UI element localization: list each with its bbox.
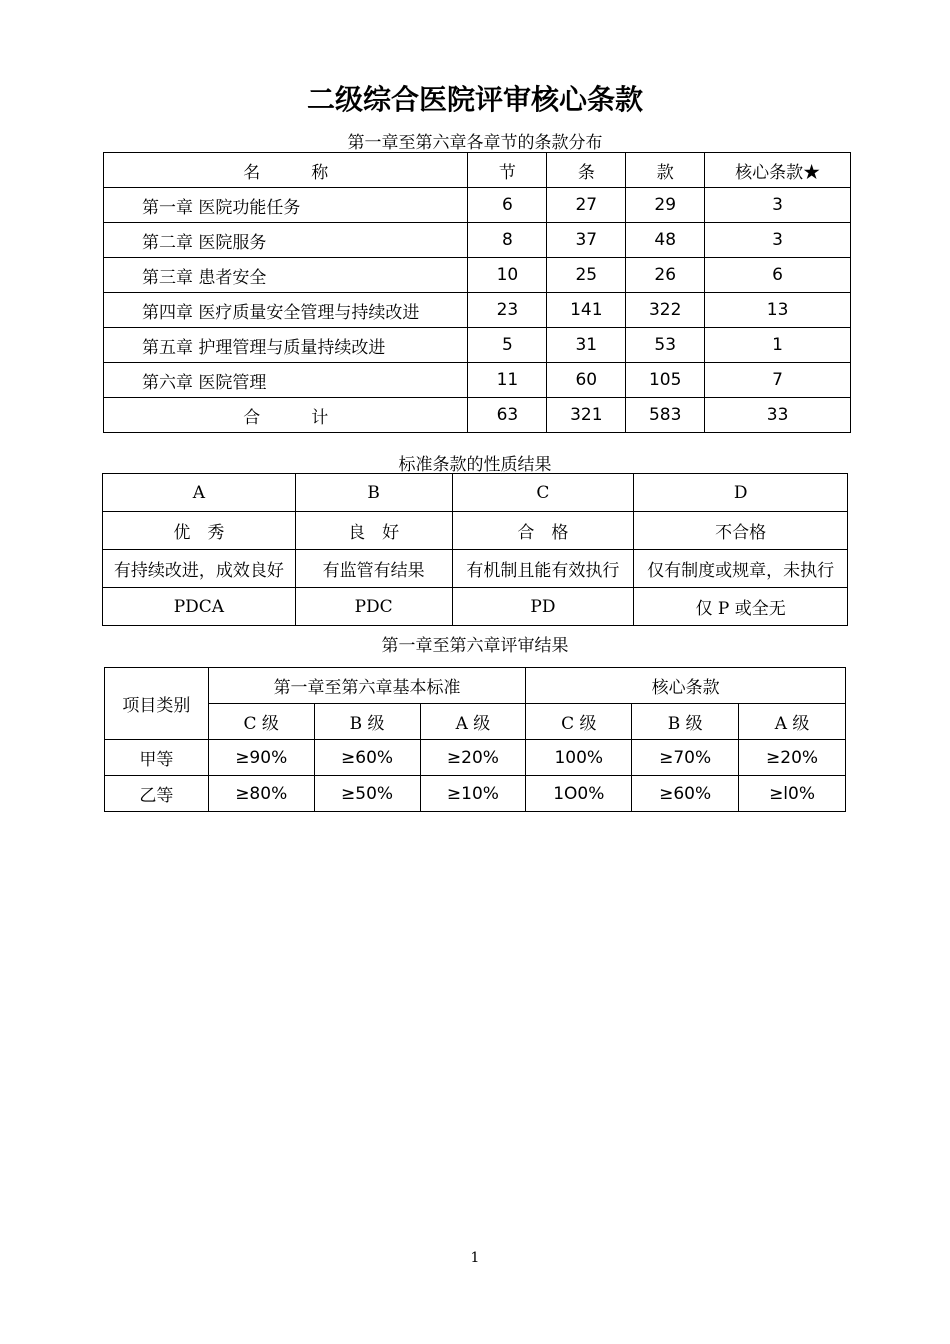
table-row [105, 776, 846, 812]
grade-header: C 级 [526, 704, 632, 740]
table-cell: 37 [547, 223, 626, 258]
table-cell: PD [452, 588, 634, 626]
table-row [105, 740, 846, 776]
total-label: 合 计 [104, 398, 468, 433]
table-row [104, 328, 851, 363]
grade-header: B 级 [632, 704, 739, 740]
table-cell: 合 格 [452, 512, 634, 550]
basic-standard-header: 第一章至第六章基本标准 [208, 668, 526, 704]
grade-header: A 级 [420, 704, 526, 740]
level-label: 乙等 [105, 776, 209, 812]
table-cell: ≥l0% [739, 776, 846, 812]
review-result-table [104, 667, 846, 812]
table-row [104, 188, 851, 223]
table-cell: 8 [468, 223, 547, 258]
table-row [103, 512, 848, 550]
table-row [103, 474, 848, 512]
table-cell: 60 [547, 363, 626, 398]
column-header: 款 [626, 153, 705, 188]
page-number: 1 [470, 1250, 480, 1266]
table-cell: 11 [468, 363, 547, 398]
table-cell: ≥10% [420, 776, 526, 812]
table-cell: PDC [295, 588, 452, 626]
table-cell: 31 [547, 328, 626, 363]
table-cell: ≥60% [632, 776, 739, 812]
table-cell: 良 好 [295, 512, 452, 550]
level-label: 甲等 [105, 740, 209, 776]
table-cell: 1O0% [526, 776, 632, 812]
table-cell: 优 秀 [103, 512, 296, 550]
chapter-name: 第二章 医院服务 [104, 223, 468, 258]
column-header: 核心条款★ [705, 153, 851, 188]
table-cell: 29 [626, 188, 705, 223]
chapter-name: 第六章 医院管理 [104, 363, 468, 398]
grade-header: B 级 [314, 704, 420, 740]
chapter-name: 第一章 医院功能任务 [104, 188, 468, 223]
table-cell: 仅有制度或规章，未执行 [634, 550, 848, 588]
table-cell: ≥50% [314, 776, 420, 812]
table-cell: B [295, 474, 452, 512]
table-cell: D [634, 474, 848, 512]
table-row [104, 223, 851, 258]
table-cell: ≥70% [632, 740, 739, 776]
table3-caption: 第一章至第六章评审结果 [381, 636, 569, 656]
table-cell: 1 [705, 328, 851, 363]
table-cell: 不合格 [634, 512, 848, 550]
table-cell: 23 [468, 293, 547, 328]
table-row [105, 704, 846, 740]
table-row [103, 588, 848, 626]
chapter-name: 第四章 医疗质量安全管理与持续改进 [104, 293, 468, 328]
table-cell: 105 [626, 363, 705, 398]
chapter-distribution-table [103, 152, 851, 433]
table-row [104, 153, 851, 188]
table-cell: 6 [705, 258, 851, 293]
table-cell: 27 [547, 188, 626, 223]
table-cell: PDCA [103, 588, 296, 626]
table-cell: 仅 P 或全无 [634, 588, 848, 626]
table-cell: 48 [626, 223, 705, 258]
column-header: 名 称 [104, 153, 468, 188]
table2-caption: 标准条款的性质结果 [398, 455, 552, 475]
grade-header: C 级 [208, 704, 314, 740]
table-cell: ≥20% [739, 740, 846, 776]
table-cell: 100% [526, 740, 632, 776]
table-row [104, 293, 851, 328]
chapter-name: 第五章 护理管理与质量持续改进 [104, 328, 468, 363]
total-cell: 583 [626, 398, 705, 433]
table-cell: 有监管有结果 [295, 550, 452, 588]
total-cell: 33 [705, 398, 851, 433]
column-header: 条 [547, 153, 626, 188]
table-cell: 26 [626, 258, 705, 293]
category-header: 项目类别 [105, 668, 209, 740]
table-cell: 10 [468, 258, 547, 293]
table-cell: 25 [547, 258, 626, 293]
table-cell: 3 [705, 188, 851, 223]
table-cell: 有持续改进，成效良好 [103, 550, 296, 588]
page-title: 二级综合医院评审核心条款 [306, 83, 643, 116]
core-clause-header: 核心条款 [526, 668, 846, 704]
column-header: 节 [468, 153, 547, 188]
table-cell: A [103, 474, 296, 512]
table-row [104, 258, 851, 293]
table-cell: ≥20% [420, 740, 526, 776]
table-cell: 有机制且能有效执行 [452, 550, 634, 588]
grade-header: A 级 [739, 704, 846, 740]
table-cell: 6 [468, 188, 547, 223]
table-cell: ≥60% [314, 740, 420, 776]
table-row [104, 363, 851, 398]
total-cell: 63 [468, 398, 547, 433]
table-cell: ≥80% [208, 776, 314, 812]
table-cell: 13 [705, 293, 851, 328]
table-cell: 322 [626, 293, 705, 328]
table-cell: ≥90% [208, 740, 314, 776]
table-cell: C [452, 474, 634, 512]
chapter-name: 第三章 患者安全 [104, 258, 468, 293]
table-row [104, 398, 851, 433]
table1-caption: 第一章至第六章各章节的条款分布 [347, 133, 603, 153]
table-cell: 5 [468, 328, 547, 363]
table-cell: 3 [705, 223, 851, 258]
table-cell: 141 [547, 293, 626, 328]
clause-nature-table [102, 473, 848, 626]
table-cell: 7 [705, 363, 851, 398]
table-row [105, 668, 846, 704]
table-row [103, 550, 848, 588]
table-cell: 53 [626, 328, 705, 363]
total-cell: 321 [547, 398, 626, 433]
